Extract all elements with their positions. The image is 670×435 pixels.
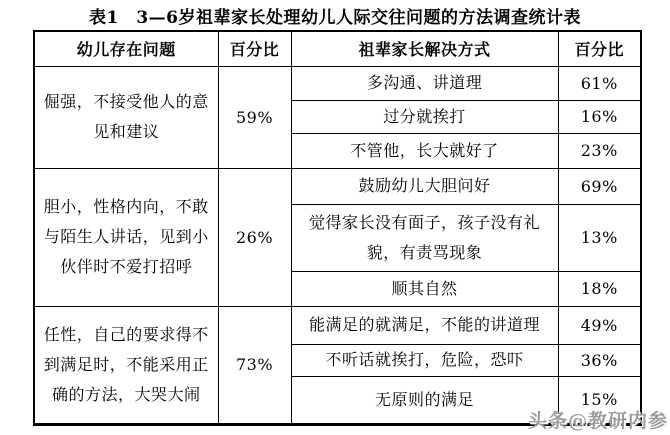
solution-cell: 过分就挨打 — [291, 100, 558, 133]
col-header-percent-left: 百分比 — [218, 31, 291, 66]
solution-cell: 顺其自然 — [291, 271, 558, 306]
solution-percent-cell: 61% — [558, 66, 641, 100]
solution-cell: 鼓励幼儿大胆问好 — [291, 168, 558, 204]
solution-percent-cell: 18% — [558, 271, 641, 306]
solution-percent-cell: 15% — [558, 376, 641, 424]
col-header-percent-right: 百分比 — [558, 31, 641, 66]
solution-percent-cell: 13% — [558, 204, 641, 271]
solution-percent-cell: 23% — [558, 133, 641, 168]
watermark — [528, 406, 668, 433]
problem-percent-cell-2: 26% — [218, 168, 291, 306]
solution-cell: 无原则的满足 — [291, 376, 558, 424]
col-header-solution: 祖辈家长解决方式 — [291, 31, 558, 66]
solution-cell: 觉得家长没有面子，孩子没有礼貌，有责骂现象 — [291, 204, 558, 271]
table-row — [34, 66, 641, 100]
problem-percent-cell-3: 73% — [218, 306, 291, 424]
solution-cell: 多沟通、讲道理 — [291, 66, 558, 100]
table-row — [34, 306, 641, 344]
solution-cell: 能满足的就满足，不能的讲道理 — [291, 306, 558, 344]
watermark-text: 头条@教研内参 — [527, 410, 668, 432]
solution-percent-cell: 16% — [558, 100, 641, 133]
header-row — [34, 31, 641, 66]
solution-cell: 不管他，长大就好了 — [291, 133, 558, 168]
problem-percent-cell-1: 59% — [218, 66, 291, 168]
problem-cell-1: 倔强，不接受他人的意见和建议 — [34, 66, 218, 168]
table-row — [34, 168, 641, 204]
problem-cell-3: 任性，自己的要求得不到满足时，不能采用正确的方法，大哭大闹 — [34, 306, 218, 424]
problem-cell-2: 胆小，性格内向，不敢与陌生人讲话，见到小伙伴时不爱打招呼 — [34, 168, 218, 306]
survey-table — [33, 30, 642, 426]
table-title: 表1 3—6岁祖辈家长处理幼儿人际交往问题的方法调查统计表 — [89, 8, 581, 28]
solution-percent-cell: 49% — [558, 306, 641, 344]
solution-percent-cell: 36% — [558, 344, 641, 376]
solution-percent-cell: 69% — [558, 168, 641, 204]
col-header-problem: 幼儿存在问题 — [34, 31, 218, 66]
solution-cell: 不听话就挨打，危险，恐吓 — [291, 344, 558, 376]
